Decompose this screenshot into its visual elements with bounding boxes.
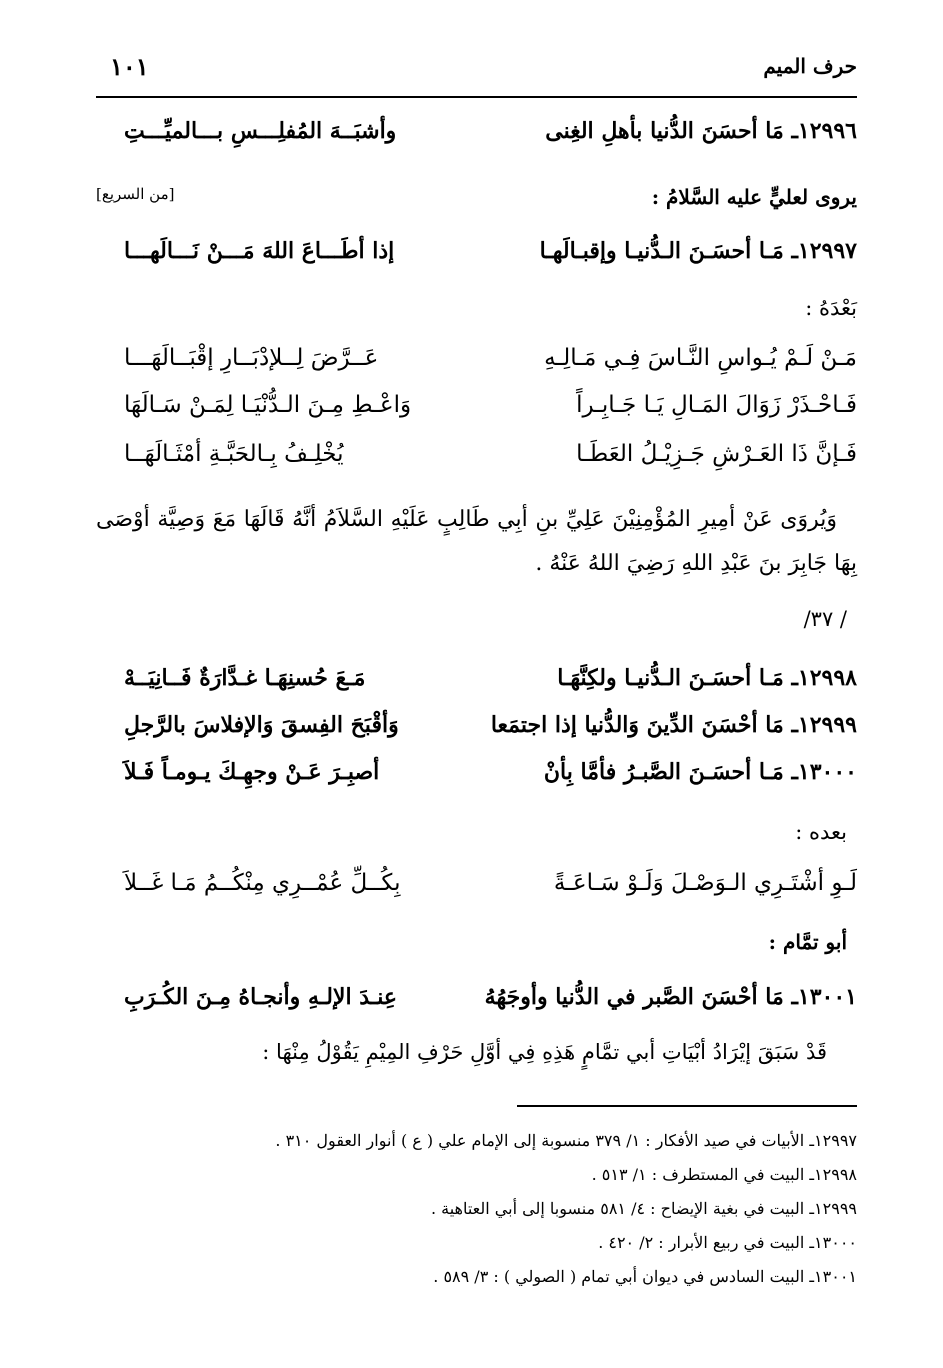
narration-text: وَيُروَى عَنْ أمِيرِ المُؤْمِنِيْنَ عَلِيِّ بنِ أبِي طَالِبٍ عَلَيْهِ السَّلاَمُ أنَّهُ قَالَهَا مَعَ وَصِيَّة أوْصَى بِهَا جَابِرَ بنَ عَبْدِ اللهِ رَضِيَ اللهُ عَنْهُ . (96, 507, 857, 576)
verse-second-hemistich: وَاعْـطِ مِـنَ الـدُّنْيَـا لِمَـنْ سَـالَهَا (124, 392, 412, 418)
verse-first-hemistich: ١٢٩٩٦ـ مَا أحسَنَ الدُّنيا بأهلِ الغِنى (545, 118, 857, 144)
page-header (96, 52, 857, 92)
verse-13000 (96, 759, 857, 799)
footnote-12998: ١٢٩٩٨ـ البيت في المستطرف : ١/ ٥١٣ . (591, 1165, 857, 1184)
verse-second-hemistich: وأشبَــهَ المُفلِـــسِ بـــالميِّـــتِ (124, 118, 397, 144)
narration-paragraph (96, 498, 857, 586)
verse-second-hemistich: عِنـدَ الإلـهِ وأنجـاهُ مِـنَ الكُـرَبِ (124, 984, 397, 1010)
verse-second-hemistich: مَـعَ حُسنِهَـا غـدَّارَةٌ فَــانِيَــهْ (124, 665, 366, 691)
verse-first-hemistich: ١٢٩٩٩ـ مَا أحْسَنَ الدِّينَ وَالدُّنيا إذا اجتمَعا (490, 712, 857, 738)
header-divider (96, 96, 857, 98)
verse-12998 (96, 665, 857, 705)
poet-label (96, 930, 857, 964)
verse-second-hemistich: أصبِـرَ عَـنْ وجهِـكَ يـومـاً فَـلاَ (124, 759, 380, 785)
footnote-divider (517, 1105, 857, 1107)
verse-13001 (96, 984, 857, 1024)
verse-12997 (96, 238, 857, 278)
verse-first-hemistich: ١٢٩٩٧ـ مَـا أحسَـنَ الـدُّنيـا وإقبـالَهـا (539, 238, 857, 264)
verse-second-hemistich: عَــرَّضَ لِــلإدْبَــارِ إقْبَــالَهَـــا (124, 345, 379, 371)
footnote-13001: ١٣٠٠١ـ البيت السادس في ديوان أبي تمام ( الصولي ) : ٣/ ٥٨٩ . (433, 1267, 857, 1286)
after-text: بَعْدَهُ : (805, 296, 857, 320)
verse-first-hemistich: فَـاحْـذَرْ زَوَالَ المَـالِ يَـا جَـابِـراً (576, 392, 857, 418)
closing-text: قَدْ سَبَقَ إيْرَادُ أبْيَاتِ أبي تمَّامٍ هَذِهِ فِي أوَّلِ حَرْفِ المِيْمِ يَقُوْلُ مِنْهَا : (262, 1040, 827, 1064)
verse-b4 (96, 870, 857, 910)
meter-label: [من السريع] (96, 185, 175, 203)
verse-first-hemistich: فَـإنَّ ذَا العَـرْشِ جَـزِيْـلُ العَطَـا (576, 441, 857, 467)
footnotes (96, 1124, 857, 1294)
poet-name: أبو تمَّام : (768, 930, 847, 954)
after-label (96, 296, 857, 328)
page-number: ١٠١ (110, 52, 149, 81)
verse-first-hemistich: ١٣٠٠١ـ مَا أحْسَنَ الصَّبر في الدُّنيا وأوجَهُهُ (484, 984, 857, 1010)
verse-first-hemistich: لَـوِ أشْتَـرِي الـوَصْـلَ وَلَـوْ سَـاعَـةً (553, 870, 857, 896)
reference-marker (96, 607, 857, 639)
verse-12996 (96, 118, 857, 158)
footnote-13000: ١٣٠٠٠ـ البيت في ربيع الأبرار : ٢/ ٤٢٠ . (598, 1233, 857, 1252)
footnote-12997: ١٢٩٩٧ـ الأبيات في صيد الأفكار : ١/ ٣٧٩ منسوبة إلى الإمام علي ( ع ) أنوار العقول ٣١٠ . (275, 1131, 857, 1150)
verse-second-hemistich: إذا أطَـــاعَ اللهَ مَـــنْ نَـــالَهـــا (124, 238, 395, 264)
verse-second-hemistich: يُخْلِـفُ بِـالحَبَّـةِ أمْثَـالَهَــا (124, 441, 344, 467)
verse-intro (96, 185, 857, 215)
footnote-12999: ١٢٩٩٩ـ البيت في بغية الإيضاح : ٤/ ٥٨١ منسوبا إلى أبي العتاهية . (430, 1199, 857, 1218)
verse-b2 (96, 392, 857, 432)
verse-first-hemistich: ١٣٠٠٠ـ مَـا أحسَـنَ الصَّبـرُ فأمَّا بِأنْ (543, 759, 857, 785)
reference-text: / ٣٧/ (803, 607, 847, 631)
running-title: حرف الميم (763, 54, 857, 78)
verse-second-hemistich: بِكُــلِّ عُمْــرِي مِنْكُــمُ مَـا غَــلاَ (124, 870, 401, 896)
verse-first-hemistich: مَـنْ لَـمْ يُـواسِ النَّـاسَ فِـي مَـالِـهِ (544, 345, 857, 371)
after-label (96, 820, 857, 852)
verse-second-hemistich: وَأقْبَحَ الفِسقَ وَالإفلاسَ بالرَّجلِ (124, 712, 399, 738)
verse-first-hemistich: ١٢٩٩٨ـ مَـا أحسَـنَ الـدُّنيـا ولكِنَّهَـا (557, 665, 857, 691)
verse-b3 (96, 441, 857, 481)
intro-text: يروى لعليٍّ عليه السَّلامُ : (651, 185, 857, 209)
verse-b1 (96, 345, 857, 385)
closing-line (96, 1040, 857, 1080)
after-text: بعده : (795, 820, 847, 844)
verse-12999 (96, 712, 857, 752)
